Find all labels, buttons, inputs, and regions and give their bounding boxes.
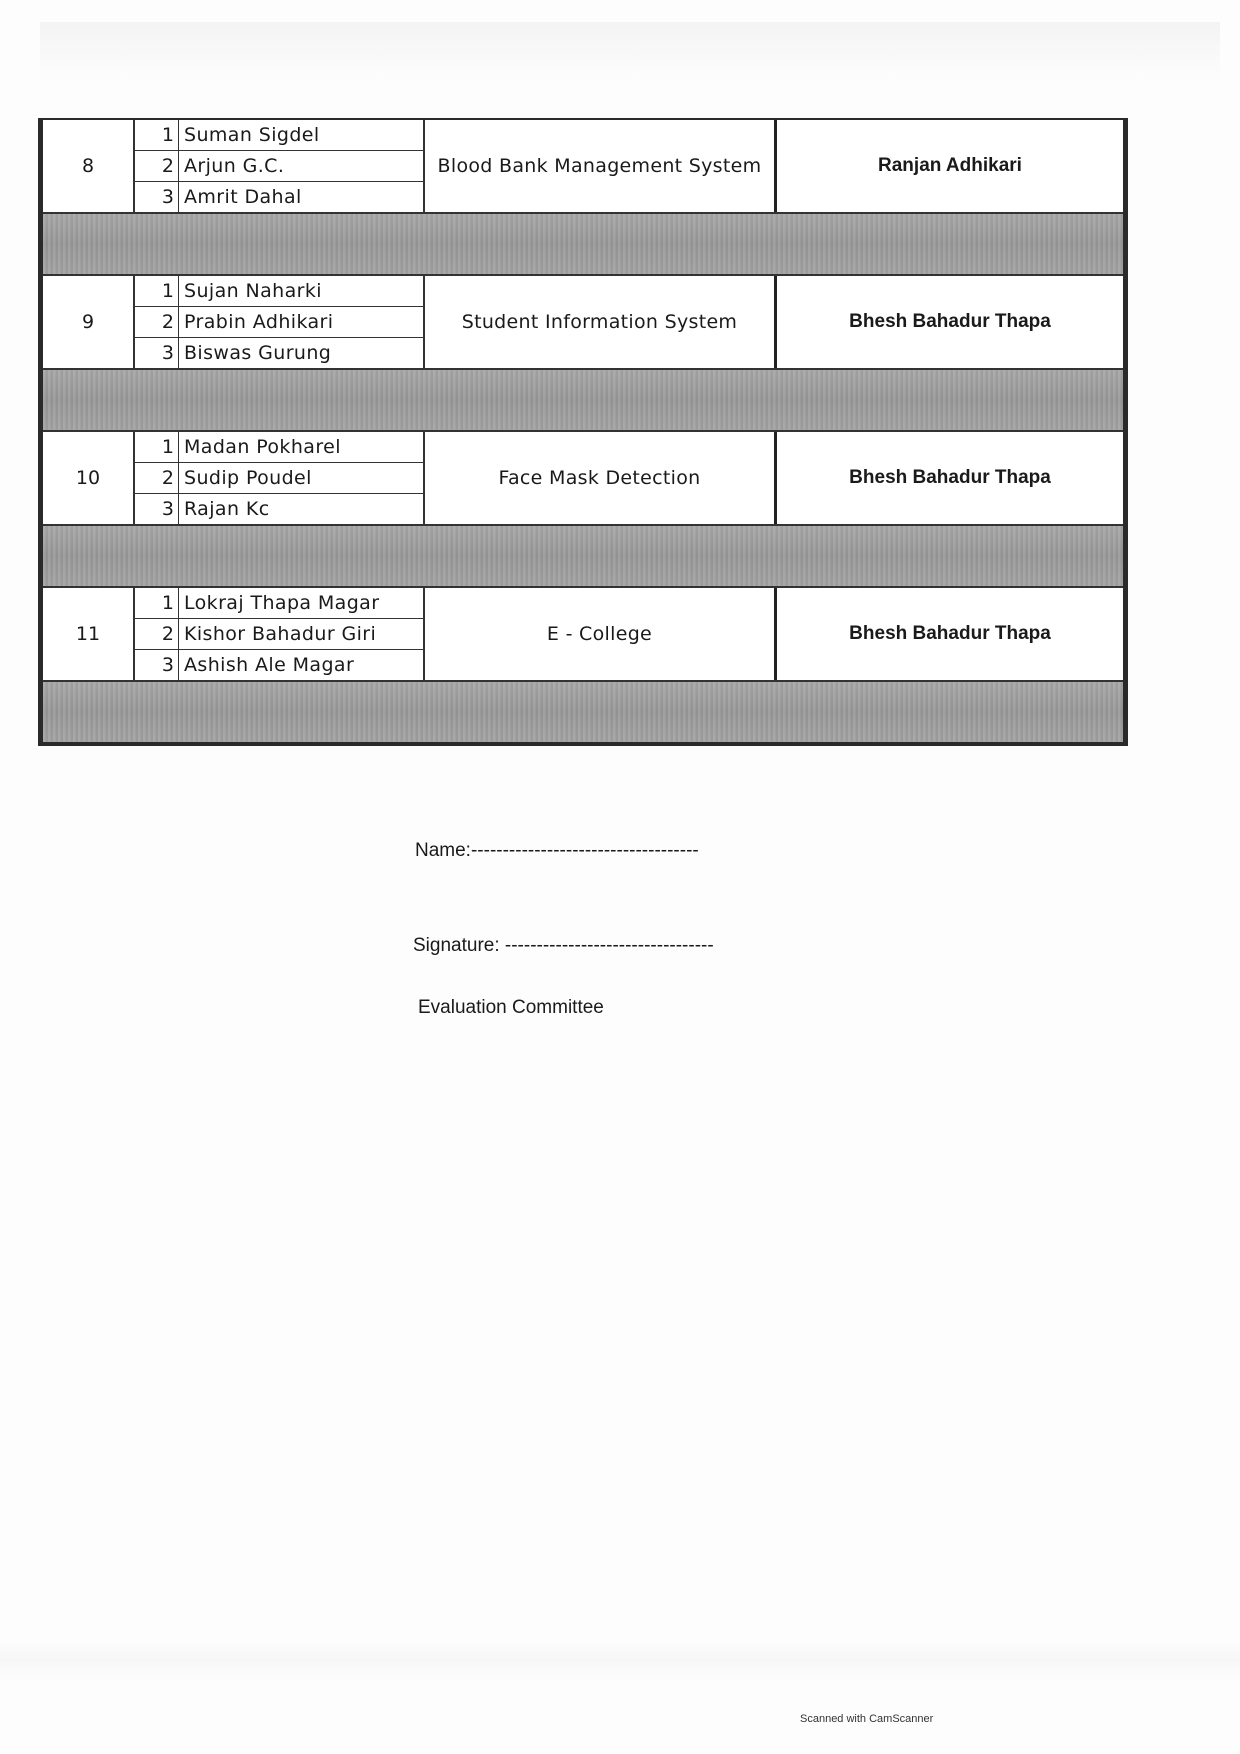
member-index: 2	[135, 307, 179, 337]
group-number: 11	[43, 588, 135, 680]
supervisor-name: Ranjan Adhikari	[878, 155, 1022, 176]
project-title: Student Information System	[425, 276, 777, 368]
member-name: Sudip Poudel	[184, 467, 312, 489]
separator-band	[43, 526, 1123, 588]
member-row	[135, 463, 423, 494]
member-index: 2	[135, 151, 179, 181]
member-index: 1	[135, 120, 179, 150]
supervisor-name: Bhesh Bahadur Thapa	[849, 623, 1051, 644]
project-title: E - College	[425, 588, 777, 680]
member-row	[135, 182, 423, 212]
member-index: 2	[135, 463, 179, 493]
member-index: 1	[135, 588, 179, 618]
member-name: Ashish Ale Magar	[184, 654, 355, 676]
member-name: Suman Sigdel	[184, 124, 320, 146]
member-name: Arjun G.C.	[184, 155, 285, 177]
member-index: 2	[135, 619, 179, 649]
project-title: Face Mask Detection	[425, 432, 777, 524]
member-row	[135, 619, 423, 650]
member-row	[135, 276, 423, 307]
member-index: 1	[135, 432, 179, 462]
member-name: Lokraj Thapa Magar	[184, 592, 380, 614]
project-title: Blood Bank Management System	[425, 120, 777, 212]
signature-field-label: Signature: ---------------------------------	[413, 935, 714, 956]
evaluation-committee-label: Evaluation Committee	[418, 997, 604, 1018]
member-name: Prabin Adhikari	[184, 311, 334, 333]
supervisor-name: Bhesh Bahadur Thapa	[849, 311, 1051, 332]
group-row	[43, 588, 1123, 682]
scanner-watermark: Scanned with CamScanner	[800, 1713, 934, 1725]
member-row	[135, 432, 423, 463]
member-name: Madan Pokharel	[184, 436, 341, 458]
member-index: 3	[135, 338, 179, 368]
member-row	[135, 151, 423, 182]
separator-band	[43, 214, 1123, 276]
member-index: 1	[135, 276, 179, 306]
member-name: Rajan Kc	[184, 498, 270, 520]
member-name: Kishor Bahadur Giri	[184, 623, 377, 645]
member-name: Amrit Dahal	[184, 186, 302, 208]
name-field-label: Name:------------------------------------	[415, 840, 699, 861]
group-number: 9	[43, 276, 135, 368]
scan-shading-top	[40, 22, 1220, 82]
member-row	[135, 120, 423, 151]
member-index: 3	[135, 650, 179, 680]
member-row	[135, 650, 423, 680]
separator-band	[43, 682, 1123, 746]
project-groups-table	[38, 118, 1128, 746]
member-index: 3	[135, 494, 179, 524]
group-row	[43, 120, 1123, 214]
group-number: 8	[43, 120, 135, 212]
supervisor-name: Bhesh Bahadur Thapa	[849, 467, 1051, 488]
group-row	[43, 276, 1123, 370]
member-name: Sujan Naharki	[184, 280, 322, 302]
group-number: 10	[43, 432, 135, 524]
group-members	[135, 588, 425, 680]
separator-band	[43, 370, 1123, 432]
group-members	[135, 276, 425, 368]
member-index: 3	[135, 182, 179, 212]
group-members	[135, 120, 425, 212]
scan-shading-bottom	[0, 1640, 1240, 1680]
member-row	[135, 588, 423, 619]
member-row	[135, 307, 423, 338]
member-row	[135, 494, 423, 524]
group-row	[43, 432, 1123, 526]
group-members	[135, 432, 425, 524]
member-name: Biswas Gurung	[184, 342, 332, 364]
member-row	[135, 338, 423, 368]
